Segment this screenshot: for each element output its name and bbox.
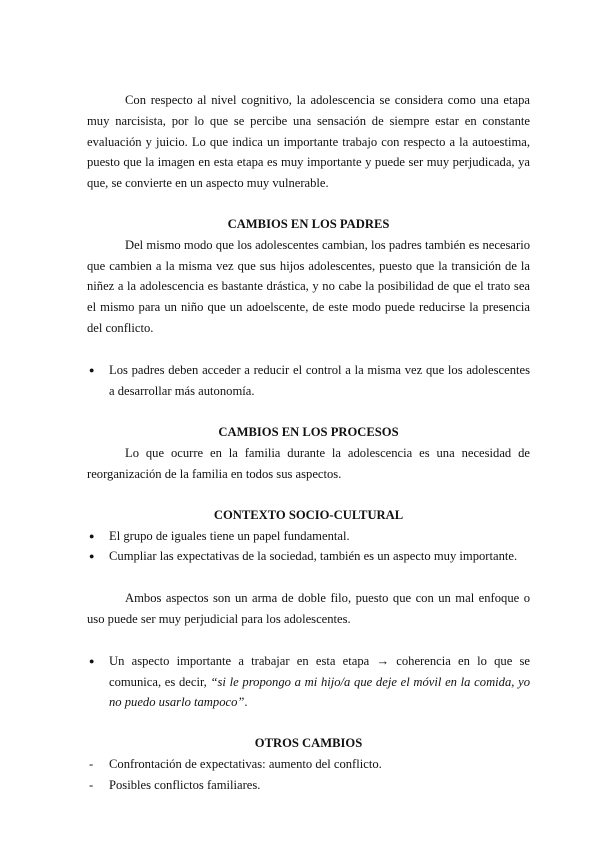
bullet-quote: “si le propongo a mi hijo/a que deje el móvil en la comida, yo no puedo usarlo tampoco”	[109, 674, 530, 710]
heading-contexto-socio-cultural: CONTEXTO SOCIO-CULTURAL	[213, 507, 404, 522]
list-item	[87, 526, 530, 547]
paragraph-contexto: Ambos aspectos son un arma de doble filo, puesto que con un mal enfoque o uso puede ser muy perjudicial para los adolescentes.	[87, 591, 530, 626]
dash-icon: -	[89, 756, 94, 771]
list-item	[87, 546, 530, 567]
bullet-icon: ●	[89, 655, 95, 666]
bullet-text-end: .	[244, 695, 248, 710]
list-item	[87, 775, 530, 796]
bullet-list-padres	[87, 360, 530, 402]
document-body	[87, 90, 530, 796]
bullet-text-intro: Un aspecto importante a trabajar en esta etapa → coherencia en lo que se comunica, es decir,	[109, 653, 530, 689]
dash-text: Posibles conflictos familiares.	[109, 777, 261, 792]
dash-list-otros	[87, 754, 530, 796]
bullet-list-coherencia	[87, 651, 530, 713]
dash-text: Confrontación de expectativas: aumento del conflicto.	[109, 756, 382, 771]
dash-icon: -	[89, 777, 94, 792]
heading-cambios-procesos: CAMBIOS EN LOS PROCESOS	[218, 425, 399, 440]
paragraph-padres: Del mismo modo que los adolescentes cambian, los padres también es necesario que cambien a la misma vez que sus hijos adolescentes, puesto que la transición de la niñez a la adolescencia es bastante drástica, y no cabe la posibilidad de que el trato sea el mismo para un niño que un adoelscente, de este modo puede reducirse la presencia del conflicto.	[87, 237, 530, 335]
list-item	[87, 360, 530, 402]
bullet-text: Los padres deben acceder a reducir el control a la misma vez que los adolescentes a desarrollar más autonomía.	[109, 362, 530, 398]
bullet-icon: ●	[89, 530, 95, 541]
paragraph-procesos: Lo que ocurre en la familia durante la adolescencia es una necesidad de reorganización de la familia en todos sus aspectos.	[87, 446, 530, 481]
list-item	[87, 651, 530, 713]
intro-paragraph: Con respecto al nivel cognitivo, la adolescencia se considera como una etapa muy narcisista, por lo que se percibe una sensación de siempre estar en constante evaluación y juicio. Lo que indica un importante trabajo con respecto a la autoestima, puesto que la imagen en esta etapa es muy importante y puede ser muy perjudicada, ya que, se convierte en un aspecto muy vulnerable.	[87, 93, 530, 191]
bullet-list-contexto	[87, 526, 530, 568]
bullet-icon: ●	[89, 364, 95, 375]
list-item	[87, 754, 530, 775]
bullet-text: El grupo de iguales tiene un papel fundamental.	[109, 528, 350, 543]
heading-cambios-padres: CAMBIOS EN LOS PADRES	[227, 216, 390, 231]
heading-otros-cambios: OTROS CAMBIOS	[254, 736, 363, 751]
bullet-icon: ●	[89, 551, 95, 562]
bullet-text: Cumpliar las expectativas de la sociedad, también es un aspecto muy importante.	[109, 549, 518, 564]
